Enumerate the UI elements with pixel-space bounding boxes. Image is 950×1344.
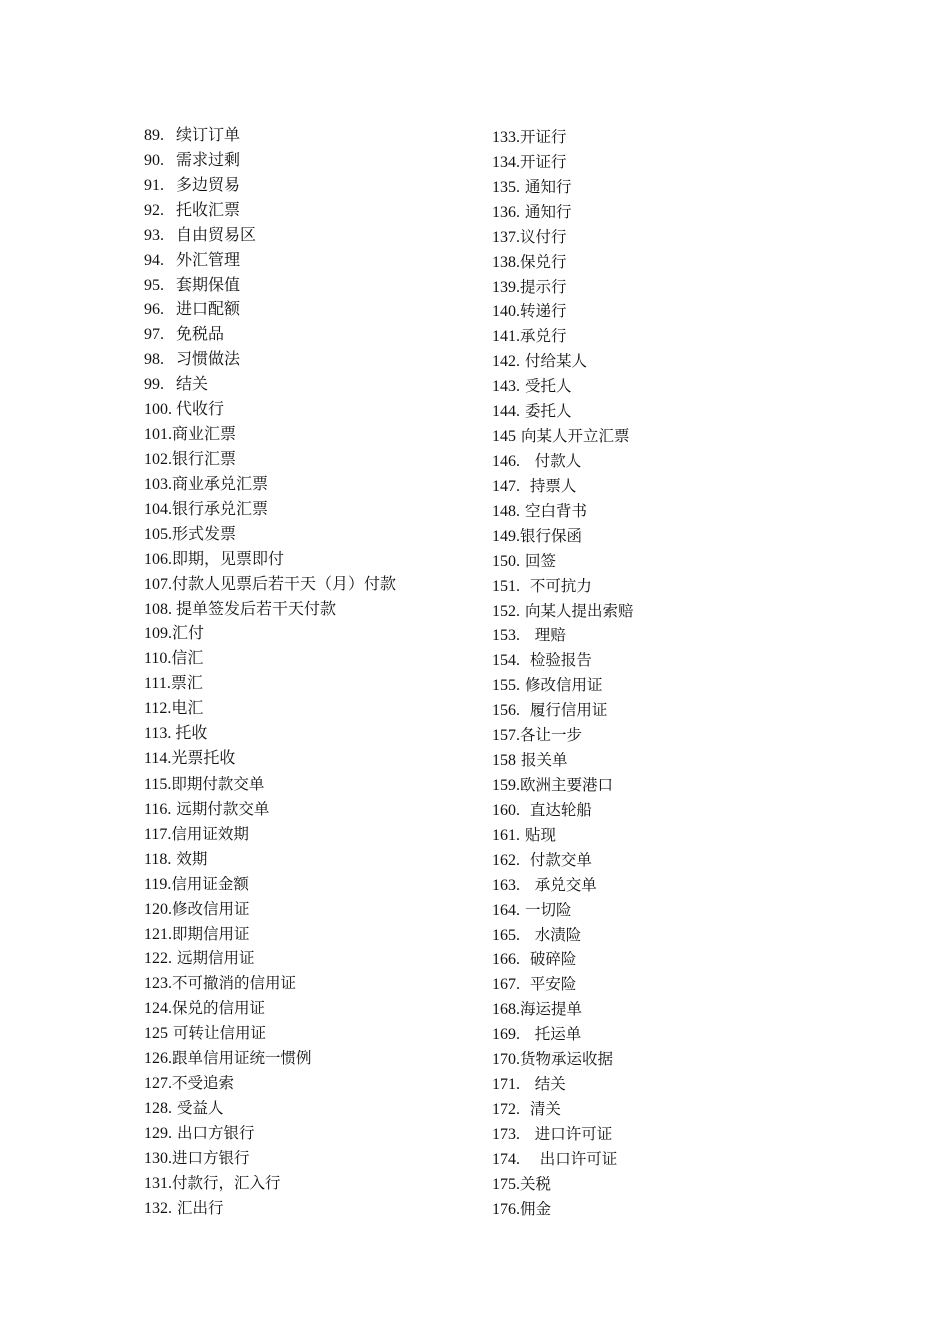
term-number: 169. — [492, 1026, 520, 1044]
term-number: 132. — [144, 1199, 172, 1217]
term-text: 各让一步 — [520, 726, 583, 745]
term-number: 96. — [144, 301, 164, 319]
term-text: 承兑行 — [520, 327, 567, 346]
term-text: 委托人 — [524, 402, 572, 421]
term-text: 提单签发后若干天付款 — [176, 600, 337, 618]
term-number: 94. — [144, 251, 164, 269]
term-item — [144, 1046, 484, 1071]
term-text: 付款人见票后若干天（月）付款 — [172, 575, 397, 593]
term-text: 欧洲主要港口 — [520, 775, 614, 794]
term-text: 向某人提出索赔 — [524, 601, 634, 620]
term-item — [492, 150, 832, 175]
term-item — [144, 672, 484, 697]
term-number: 129. — [144, 1124, 172, 1142]
term-item — [492, 200, 832, 225]
term-text: 出口方银行 — [176, 1123, 255, 1142]
term-text: 进口许可证 — [534, 1124, 613, 1143]
term-number: 105. — [144, 525, 172, 543]
term-item — [492, 299, 832, 324]
term-number: 157. — [492, 727, 520, 745]
term-number: 130. — [144, 1149, 172, 1167]
term-number: 172. — [492, 1100, 520, 1118]
term-item — [144, 1171, 484, 1196]
term-separator — [164, 351, 176, 368]
term-number: 104. — [144, 500, 172, 518]
term-number: 108. — [144, 600, 172, 618]
right-term-list — [492, 125, 832, 1222]
term-number: 89. — [144, 127, 164, 144]
term-text: 修改信用证 — [172, 899, 250, 918]
term-separator — [164, 277, 176, 294]
term-item — [144, 922, 484, 947]
term-text: 汇付 — [172, 625, 205, 643]
term-text: 不受追索 — [172, 1074, 235, 1093]
term-text: 自由贸易区 — [176, 226, 257, 244]
term-number: 136. — [492, 203, 520, 221]
term-number: 162. — [492, 851, 520, 869]
term-text: 进口方银行 — [172, 1148, 250, 1167]
term-item — [492, 499, 832, 524]
term-item — [144, 996, 484, 1021]
term-item — [492, 474, 832, 499]
term-item — [144, 598, 484, 623]
term-text: 平安险 — [529, 975, 577, 994]
term-item — [144, 797, 484, 822]
term-item — [144, 697, 484, 722]
term-number: 167. — [492, 976, 520, 994]
term-text: 破碎险 — [529, 950, 577, 969]
term-text: 履行信用证 — [529, 701, 608, 720]
term-number: 166. — [492, 951, 520, 969]
term-number: 112. — [144, 700, 172, 718]
term-item — [144, 224, 484, 249]
term-text: 受托人 — [524, 377, 572, 396]
term-item — [492, 125, 832, 150]
term-item — [144, 573, 484, 598]
term-text: 承兑交单 — [534, 875, 597, 894]
term-text: 水渍险 — [534, 925, 582, 944]
term-number: 150. — [492, 552, 520, 570]
term-item — [492, 175, 832, 200]
term-item — [144, 971, 484, 996]
term-text: 结关 — [534, 1075, 566, 1094]
term-separator — [164, 376, 176, 393]
term-item — [144, 398, 484, 423]
term-item — [492, 698, 832, 723]
term-item — [144, 199, 484, 224]
term-text: 海运提单 — [520, 1000, 583, 1019]
term-separator — [520, 577, 530, 595]
term-number: 131. — [144, 1174, 172, 1192]
term-separator — [164, 177, 176, 194]
term-item — [492, 449, 832, 474]
term-number: 110. — [144, 650, 172, 668]
term-text: 银行承兑汇票 — [172, 500, 269, 518]
term-text: 光票托收 — [171, 750, 236, 768]
term-number: 123. — [144, 975, 172, 993]
term-number: 115. — [144, 775, 172, 793]
term-text: 货物承运收据 — [520, 1050, 614, 1069]
term-item — [144, 498, 484, 523]
term-item — [144, 124, 484, 149]
term-text: 套期保值 — [176, 276, 241, 294]
term-text: 向某人开立汇票 — [520, 427, 630, 446]
term-text: 关税 — [520, 1174, 552, 1193]
term-item — [492, 1097, 832, 1122]
term-text: 付给某人 — [524, 352, 587, 371]
term-number: 146. — [492, 452, 520, 470]
term-number: 144. — [492, 403, 520, 421]
term-item — [492, 1172, 832, 1197]
term-number: 165. — [492, 926, 520, 944]
term-item — [144, 274, 484, 299]
term-separator — [164, 152, 176, 169]
left-term-list — [144, 124, 484, 1221]
term-item — [492, 823, 832, 848]
term-separator — [520, 1075, 535, 1093]
term-text: 回签 — [524, 551, 556, 570]
term-number: 103. — [144, 475, 172, 493]
term-item — [492, 524, 832, 549]
term-separator — [164, 227, 176, 244]
term-number: 164. — [492, 901, 520, 919]
term-number: 114. — [144, 750, 172, 768]
term-number: 116. — [144, 800, 172, 818]
term-separator — [164, 202, 176, 219]
term-item — [144, 523, 484, 548]
term-text: 习惯做法 — [176, 351, 241, 369]
term-text: 银行汇票 — [172, 450, 237, 468]
term-item — [144, 298, 484, 323]
term-text: 议付行 — [520, 227, 567, 246]
term-text: 续订订单 — [176, 127, 241, 144]
term-number: 141. — [492, 328, 520, 346]
term-text: 不可抗力 — [529, 576, 592, 595]
term-number: 124. — [144, 1000, 172, 1018]
term-item — [144, 647, 484, 672]
term-number: 153. — [492, 627, 520, 645]
term-item — [492, 673, 832, 698]
term-item — [144, 772, 484, 797]
term-number: 98. — [144, 351, 164, 369]
term-text: 提示行 — [520, 277, 567, 296]
term-separator — [520, 1150, 540, 1168]
term-separator — [520, 651, 530, 669]
term-item — [492, 1022, 832, 1047]
term-item — [492, 599, 832, 624]
term-number: 102. — [144, 450, 172, 468]
term-item — [492, 798, 832, 823]
term-number: 106. — [144, 550, 172, 568]
term-text: 付款交单 — [529, 850, 592, 869]
term-number: 158 — [492, 752, 516, 770]
term-number: 92. — [144, 201, 164, 219]
term-number: 107. — [144, 575, 172, 593]
term-text: 形式发票 — [172, 525, 237, 543]
term-number: 174. — [492, 1150, 520, 1168]
term-number: 119. — [144, 875, 172, 893]
term-number: 163. — [492, 876, 520, 894]
term-number: 139. — [492, 278, 520, 296]
term-number: 111. — [144, 675, 171, 693]
term-item — [492, 324, 832, 349]
term-text: 一切险 — [524, 900, 572, 919]
term-separator — [164, 252, 176, 269]
term-number: 120. — [144, 900, 172, 918]
term-text: 外汇管理 — [176, 251, 241, 269]
term-number: 143. — [492, 378, 520, 396]
term-number: 125 — [144, 1025, 168, 1043]
term-text: 效期 — [176, 849, 208, 868]
term-separator — [520, 1100, 530, 1118]
term-number: 122. — [144, 950, 172, 968]
term-text: 进口配额 — [176, 301, 241, 319]
term-text: 信汇 — [171, 650, 204, 668]
term-item — [492, 898, 832, 923]
term-number: 101. — [144, 426, 172, 444]
term-text: 代收行 — [176, 401, 225, 419]
term-text: 理赔 — [534, 626, 566, 645]
term-item — [492, 1047, 832, 1072]
term-number: 156. — [492, 702, 520, 720]
term-number: 134. — [492, 153, 520, 171]
term-number: 100. — [144, 401, 172, 419]
term-separator — [520, 701, 530, 719]
term-number: 161. — [492, 826, 520, 844]
term-item — [492, 275, 832, 300]
term-text: 银行保函 — [520, 526, 583, 545]
term-text: 托收汇票 — [176, 201, 241, 219]
term-text: 通知行 — [524, 177, 572, 196]
term-text: 即期付款交单 — [171, 774, 265, 793]
term-text: 开证行 — [520, 128, 567, 146]
term-text: 免税品 — [176, 326, 225, 344]
term-item — [492, 1072, 832, 1097]
term-item — [492, 250, 832, 275]
term-text: 保兑行 — [520, 252, 567, 271]
term-number: 145 — [492, 428, 516, 446]
term-text: 电汇 — [171, 700, 204, 718]
term-item — [492, 623, 832, 648]
term-text: 汇出行 — [176, 1198, 224, 1217]
term-item — [144, 473, 484, 498]
term-number: 117. — [144, 825, 172, 843]
term-item — [144, 1096, 484, 1121]
term-separator — [164, 301, 176, 318]
term-number: 154. — [492, 652, 520, 670]
term-item — [144, 722, 484, 747]
term-separator — [520, 950, 530, 968]
term-item — [492, 723, 832, 748]
term-item — [144, 448, 484, 473]
term-separator — [520, 851, 530, 869]
term-number: 113. — [144, 725, 172, 743]
term-number: 127. — [144, 1075, 172, 1093]
term-number: 138. — [492, 253, 520, 271]
term-item — [144, 622, 484, 647]
term-text: 商业汇票 — [172, 426, 237, 444]
term-item — [492, 424, 832, 449]
term-text: 修改信用证 — [524, 676, 603, 695]
term-item — [144, 548, 484, 573]
term-item — [492, 748, 832, 773]
term-number: 176. — [492, 1200, 520, 1218]
term-text: 商业承兑汇票 — [172, 475, 269, 493]
term-item — [492, 1197, 832, 1222]
term-number: 97. — [144, 326, 164, 344]
term-number: 126. — [144, 1050, 172, 1068]
term-item — [144, 348, 484, 373]
term-item — [492, 773, 832, 798]
term-text: 保兑的信用证 — [172, 999, 266, 1018]
term-number: 160. — [492, 801, 520, 819]
term-item — [492, 997, 832, 1022]
term-number: 90. — [144, 151, 164, 169]
term-text: 佣金 — [520, 1199, 552, 1218]
term-text: 即期，见票即付 — [172, 550, 285, 568]
term-text: 结关 — [176, 376, 209, 394]
term-number: 149. — [492, 527, 520, 545]
term-item — [492, 873, 832, 898]
term-item — [144, 1121, 484, 1146]
term-item — [144, 847, 484, 872]
term-text: 托运单 — [534, 1025, 582, 1044]
term-number: 95. — [144, 276, 164, 294]
term-separator — [520, 1125, 535, 1143]
term-text: 不可撤消的信用证 — [172, 974, 297, 993]
term-text: 通知行 — [524, 202, 572, 221]
term-item — [144, 822, 484, 847]
term-item — [144, 1071, 484, 1096]
term-separator — [520, 452, 535, 470]
term-item — [144, 747, 484, 772]
term-text: 受益人 — [176, 1098, 224, 1117]
term-text: 多边贸易 — [176, 176, 241, 194]
term-item — [144, 174, 484, 199]
term-number: 121. — [144, 925, 172, 943]
term-item — [492, 399, 832, 424]
term-text: 信用证效期 — [171, 824, 249, 843]
term-text: 远期信用证 — [176, 949, 255, 968]
term-text: 报关单 — [520, 751, 568, 770]
term-number: 140. — [492, 303, 520, 321]
term-number: 159. — [492, 776, 520, 794]
term-text: 开证行 — [520, 152, 567, 171]
term-item — [144, 897, 484, 922]
term-item — [144, 149, 484, 174]
term-text: 空白背书 — [524, 501, 587, 520]
term-number: 171. — [492, 1076, 520, 1094]
term-separator — [164, 326, 176, 343]
term-item — [144, 1146, 484, 1171]
term-number: 170. — [492, 1051, 520, 1069]
term-number: 135. — [492, 178, 520, 196]
term-number: 109. — [144, 625, 172, 643]
term-item — [144, 1196, 484, 1221]
term-separator — [520, 477, 530, 495]
term-item — [492, 349, 832, 374]
term-text: 付款人 — [534, 451, 582, 470]
term-number: 137. — [492, 228, 520, 246]
term-separator — [520, 801, 530, 819]
term-number: 93. — [144, 226, 164, 244]
term-number: 173. — [492, 1125, 520, 1143]
term-separator — [520, 626, 535, 644]
term-number: 175. — [492, 1175, 520, 1193]
term-item — [492, 923, 832, 948]
term-number: 91. — [144, 176, 164, 194]
term-separator — [520, 926, 535, 944]
term-text: 付款行，汇入行 — [172, 1173, 281, 1192]
term-item — [492, 972, 832, 997]
term-item — [144, 323, 484, 348]
term-number: 147. — [492, 477, 520, 495]
term-item — [492, 574, 832, 599]
term-item — [492, 947, 832, 972]
term-number: 168. — [492, 1001, 520, 1019]
term-separator — [520, 1025, 535, 1043]
term-item — [144, 373, 484, 398]
term-number: 99. — [144, 376, 164, 394]
term-text: 远期付款交单 — [176, 799, 270, 818]
term-text: 可转让信用证 — [172, 1024, 266, 1043]
term-text: 检验报告 — [529, 651, 592, 670]
term-item — [492, 848, 832, 873]
term-item — [492, 374, 832, 399]
term-separator — [520, 876, 535, 894]
term-text: 跟单信用证统一惯例 — [172, 1049, 312, 1068]
term-text: 即期信用证 — [172, 924, 250, 943]
term-number: 128. — [144, 1099, 172, 1117]
term-item — [144, 946, 484, 971]
term-text: 信用证金额 — [171, 874, 249, 893]
term-item — [492, 1147, 832, 1172]
term-item — [492, 1122, 832, 1147]
term-text: 票汇 — [170, 675, 203, 693]
term-number: 151. — [492, 577, 520, 595]
term-text: 持票人 — [529, 476, 577, 495]
term-item — [492, 648, 832, 673]
term-number: 133. — [492, 129, 520, 146]
term-number: 148. — [492, 502, 520, 520]
term-item — [144, 423, 484, 448]
term-number: 155. — [492, 677, 520, 695]
term-item — [144, 872, 484, 897]
term-text: 清关 — [529, 1099, 561, 1118]
term-separator — [164, 127, 176, 144]
term-item — [144, 1021, 484, 1046]
term-text: 直达轮船 — [529, 800, 592, 819]
term-item — [492, 549, 832, 574]
term-number: 118. — [144, 850, 172, 868]
term-number: 152. — [492, 602, 520, 620]
term-text: 托收 — [175, 725, 208, 743]
term-item — [144, 249, 484, 274]
term-separator — [520, 975, 530, 993]
term-text: 转递行 — [520, 302, 567, 321]
term-text: 贴现 — [524, 825, 556, 844]
term-number: 142. — [492, 353, 520, 371]
term-text: 出口许可证 — [539, 1149, 618, 1168]
term-item — [492, 225, 832, 250]
term-text: 需求过剩 — [176, 151, 241, 169]
